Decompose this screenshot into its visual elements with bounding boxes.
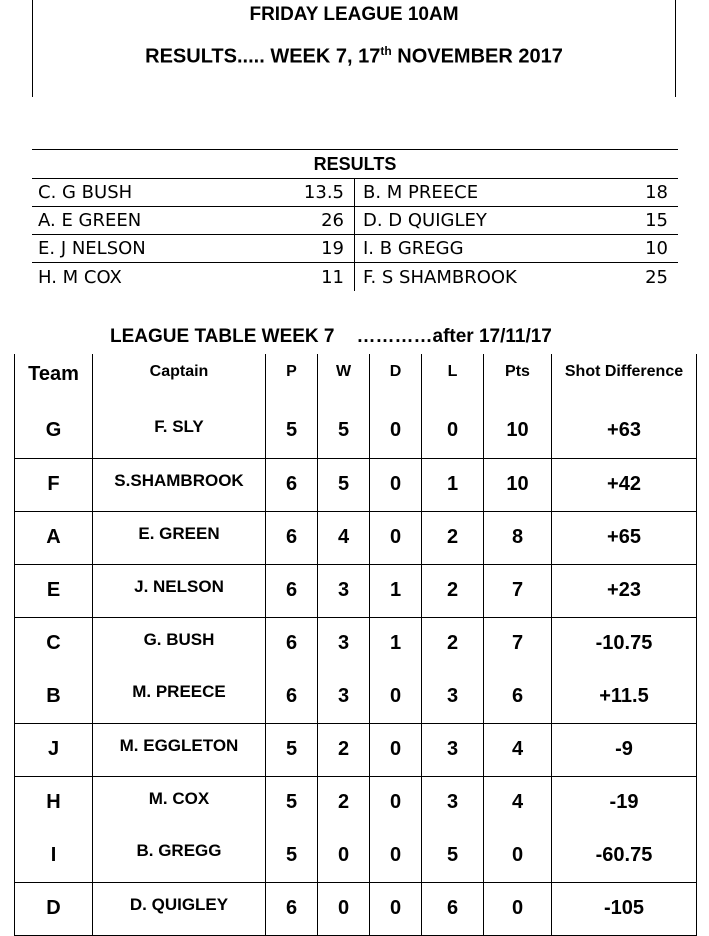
won-cell: 0 [318,829,370,882]
team-cell: B [15,670,93,723]
lost-cell: 3 [422,776,484,829]
team-cell: J [15,723,93,776]
table-row [15,458,697,511]
result-score: 15 [645,210,668,231]
captain-name: G. BUSH [143,629,215,649]
col-lost-header: L [422,354,484,404]
league-table-title-left: LEAGUE TABLE WEEK 7 [110,326,335,347]
result-name: F. S SHAMBROOK [363,266,517,288]
shot-difference-cell: -9 [552,723,697,776]
result-name: E. J NELSON [38,238,146,259]
captain-cell [93,723,266,776]
points-cell: 0 [484,829,552,882]
header-box [32,0,676,97]
drawn-cell: 1 [370,617,422,670]
points-cell: 4 [484,723,552,776]
played-cell: 6 [266,458,318,511]
result-score: 18 [645,182,668,203]
won-cell: 3 [318,617,370,670]
team-cell: G [15,404,93,458]
col-played-header: P [266,354,318,404]
won-cell: 2 [318,723,370,776]
points-cell: 8 [484,511,552,564]
points-cell: 7 [484,617,552,670]
table-row [15,776,697,829]
captain-cell [93,829,266,882]
points-cell: 0 [484,882,552,935]
captain-cell [93,564,266,617]
results-section [32,149,678,291]
league-title: FRIDAY LEAGUE 10AM [249,4,459,25]
result-score: 13.5 [303,182,344,203]
captain-cell [93,511,266,564]
result-right [355,235,678,262]
captain-name: J. NELSON [134,576,224,596]
shot-difference-cell: +42 [552,458,697,511]
results-heading: RESULTS [32,150,678,179]
played-cell: 6 [266,617,318,670]
played-cell: 5 [266,404,318,458]
lost-cell: 2 [422,564,484,617]
table-row [15,829,697,882]
won-cell: 5 [318,404,370,458]
captain-cell [93,776,266,829]
shot-difference-cell: +11.5 [552,670,697,723]
table-row [15,723,697,776]
result-name: A. E GREEN [38,210,142,231]
col-won-header: W [318,354,370,404]
shot-difference-cell: -60.75 [552,829,697,882]
results-row [32,179,678,207]
results-row [32,207,678,235]
played-cell: 5 [266,829,318,882]
played-cell: 5 [266,776,318,829]
drawn-cell: 0 [370,670,422,723]
lost-cell: 5 [422,829,484,882]
captain-cell [93,617,266,670]
team-cell: A [15,511,93,564]
drawn-cell: 0 [370,511,422,564]
table-row [15,511,697,564]
league-table-title-right: …………after 17/11/17 [356,326,552,347]
result-name: C. G BUSH [38,182,133,203]
result-left [32,235,355,262]
shot-difference-cell: +65 [552,511,697,564]
shot-difference-cell: -19 [552,776,697,829]
shot-difference-cell: +63 [552,404,697,458]
col-captain-header: Captain [93,354,266,404]
results-week-title-suffix: NOVEMBER 2017 [391,45,563,68]
team-cell: H [15,776,93,829]
result-score: 25 [645,266,668,288]
captain-name: M. EGGLETON [119,735,239,755]
league-table-title [110,326,552,348]
captain-name: D. QUIGLEY [129,894,229,914]
captain-cell [93,882,266,935]
table-row [15,617,697,670]
team-cell: D [15,882,93,935]
result-right [355,179,678,206]
result-name: B. M PREECE [363,182,479,203]
results-week-title-prefix: RESULTS..... WEEK 7, 17 [145,45,381,68]
points-cell: 6 [484,670,552,723]
shot-difference-cell: -10.75 [552,617,697,670]
captain-name: B. GREGG [136,841,222,861]
table-row [15,882,697,935]
played-cell: 6 [266,670,318,723]
points-cell: 4 [484,776,552,829]
result-score: 10 [645,238,668,259]
captain-cell [93,404,266,458]
captain-cell [93,458,266,511]
captain-name: F. SLY [154,416,204,436]
drawn-cell: 0 [370,404,422,458]
shot-difference-cell: -105 [552,882,697,935]
result-left [32,207,355,234]
result-name: D. D QUIGLEY [363,210,487,231]
won-cell: 5 [318,458,370,511]
result-score: 11 [321,266,344,288]
results-week-title-sup: th [380,44,392,58]
won-cell: 0 [318,882,370,935]
points-cell: 7 [484,564,552,617]
drawn-cell: 1 [370,564,422,617]
result-right [355,207,678,234]
result-left [32,179,355,206]
won-cell: 4 [318,511,370,564]
won-cell: 3 [318,670,370,723]
result-score: 19 [321,238,344,259]
lost-cell: 6 [422,882,484,935]
won-cell: 2 [318,776,370,829]
col-team-header: Team [15,354,93,404]
result-right [355,263,678,291]
col-points-header: Pts [484,354,552,404]
drawn-cell: 0 [370,776,422,829]
result-name: I. B GREGG [363,238,464,259]
col-drawn-header: D [370,354,422,404]
lost-cell: 3 [422,670,484,723]
team-cell: I [15,829,93,882]
played-cell: 6 [266,511,318,564]
league-table [14,354,697,936]
results-row [32,235,678,263]
played-cell: 6 [266,882,318,935]
team-cell: F [15,458,93,511]
played-cell: 5 [266,723,318,776]
table-row [15,404,697,458]
league-header-row [15,354,697,404]
results-week-title [33,44,675,69]
shot-difference-cell: +23 [552,564,697,617]
lost-cell: 1 [422,458,484,511]
drawn-cell: 0 [370,882,422,935]
lost-cell: 2 [422,511,484,564]
captain-name: M. PREECE [132,682,226,702]
table-row [15,564,697,617]
captain-name: M. COX [148,788,210,808]
points-cell: 10 [484,404,552,458]
captain-name: E. GREEN [138,523,220,543]
drawn-cell: 0 [370,723,422,776]
drawn-cell: 0 [370,829,422,882]
team-cell: C [15,617,93,670]
lost-cell: 0 [422,404,484,458]
col-shot-difference-header: Shot Difference [552,354,697,404]
result-score: 26 [321,210,344,231]
played-cell: 6 [266,564,318,617]
team-cell: E [15,564,93,617]
results-row [32,263,678,291]
captain-cell [93,670,266,723]
lost-cell: 2 [422,617,484,670]
result-left [32,263,355,291]
result-name: H. M COX [38,266,122,288]
captain-name: S.SHAMBROOK [114,470,244,490]
won-cell: 3 [318,564,370,617]
points-cell: 10 [484,458,552,511]
drawn-cell: 0 [370,458,422,511]
table-row [15,670,697,723]
lost-cell: 3 [422,723,484,776]
